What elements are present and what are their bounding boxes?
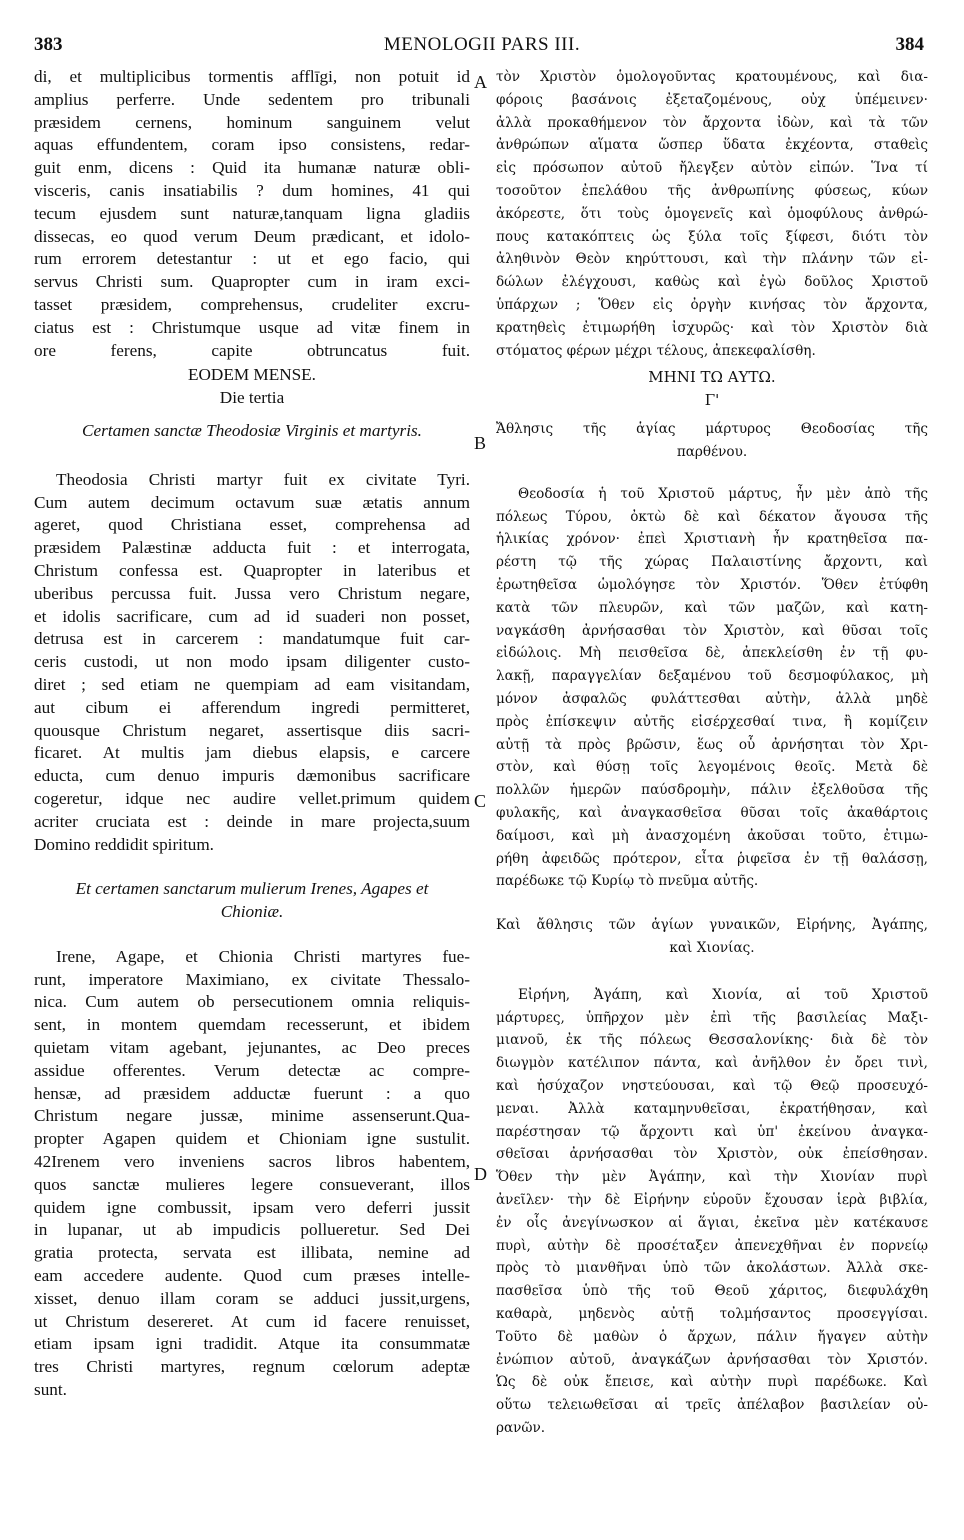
text-line: πρὸς τὸ μιανθῆναι ὑπὸ τῶν ἀκολάστων. Ἀλλὰ σκε- [496, 1260, 928, 1277]
text-line: πολλῶν ἡμερῶν παύσδρομὴν, πάλιν ἐξελθοῦσα τῆς [496, 782, 928, 799]
text-line: servus Christi sum. Quapropter cum in iram exci- [34, 272, 470, 292]
text-line: Ὅθεν τὴν μὲν Ἀγάπην, καὶ τὴν Χιονίαν πυρὶ [496, 1169, 928, 1186]
text-line: Ἄθλησις τῆς ἁγίας μάρτυρος Θεοδοσίας τῆς [496, 420, 928, 437]
text-line: tres Christi martyres, regnum cœlorum adeptæ [34, 1357, 470, 1377]
text-line: οὕτω τελειωθεῖσαι αἱ τρεῖς ἀπέλαβον βασιλείαν οὐ- [496, 1397, 928, 1414]
greek-column [496, 66, 928, 1440]
text-line: σθεῖσαι ἀρνήσασθαι τὸν Χριστὸν, οὐκ ἐπείσθησαν. [496, 1146, 928, 1163]
text-line: ciatus est : Christumque usque ad vitæ finem in [34, 317, 470, 337]
text-line: et idolis sacrificare, cum ad id suaderi non posset, [34, 606, 470, 626]
text-line: quietam vitam agebant, jejunantes, ac Deo preces [34, 1038, 470, 1058]
margin-letter-a: A [474, 72, 487, 92]
text-line: στὸν, καὶ θύσῃ τοῖς λεγομένοις θεοῖς. Μετὰ δὲ [496, 759, 928, 776]
text-line: Θεοδοσία ἡ τοῦ Χριστοῦ μάρτυς, ἦν μὲν ἀπὸ τῆς [518, 485, 928, 502]
text-line: καὶ ἡσύχαζον νηστεύουσαι, καὶ τῷ Θεῷ προσευχό- [496, 1078, 928, 1095]
text-line: ρανῶν. [496, 1420, 546, 1437]
text-line: ficaret. At multis jam diebus elapsis, e carcere [34, 743, 470, 763]
text-line: ἡλικίας χρόνον· ἐπεὶ Χριστιανὴ ἦν κρατηθεῖσα πα- [496, 531, 928, 548]
text-line: assidue offerentes. Verum detectæ ac compre- [34, 1060, 470, 1080]
text-line: Chioniæ. [220, 902, 284, 922]
text-line: λακῇ, παραγγελίαν δεξαμένου τοῦ δεσμοφύλακος, μὴ [496, 668, 928, 685]
text-line: ἐν οἷς ἀνεγίνωσκον αἱ ἅγιαι, ἐκεῖνα μὲν κατέκαυσε [496, 1214, 928, 1231]
greek-theodosia-heading [496, 420, 928, 461]
text-line: ἀκόρεστε, ὅτι τοὺς ὁμογενεῖς καὶ ὁμοφύλους ἀνθρώ- [496, 205, 928, 222]
text-line: κατὰ τῶν πλευρῶν, καὶ τῶν μαζῶν, καὶ κατη- [496, 599, 928, 616]
text-line: diret ; sed etiam ne quempiam ad eam visitandam, [34, 674, 470, 694]
text-line: εἰς πρόσωπον αὐτοῦ ἤλεγξεν αὐτὸν εἰπών. Ἵνα τί [496, 160, 928, 177]
latin-intro [34, 66, 470, 362]
text-line: ἐρωτηθεῖσα ὡμολόγησε τὸν Χριστόν. Ὅθεν ἐτύφθη [496, 576, 928, 593]
text-line: ἀληθινὸν Θεὸν κηρύττουσι, καὶ τὴν πλάνην τῶν εἰ- [496, 251, 928, 268]
text-line: Καὶ ἄθλησις τῶν ἁγίων γυναικῶν, Εἰρήνης, Ἀγάπης, [496, 917, 928, 934]
running-header [0, 32, 964, 62]
text-line: ναγκάσθη ἀρνήσασθαι τὸν Χριστὸν, καὶ θῦσαι τοῖς [496, 622, 928, 639]
latin-theodosia-heading: Certamen sanctæ Theodosiæ Virginis et martyris. [82, 420, 422, 440]
text-line: ἀλλὰ προκαθήμενον τὸν ἄρχοντα ἰδὼν, καὶ τὰ τῶν [496, 114, 928, 131]
text-line: ore ferens, capite obtruncatus fuit. [34, 340, 470, 360]
text-line: tecum ejusdem sunt naturæ,tanquam ligna gladiis [34, 203, 470, 223]
text-line: παρέστησαν τῷ ἄρχοντι καὶ ὑπ' ἐκείνου ἀναγκα- [496, 1123, 928, 1140]
text-line: Christum confessa est. Quapropter in lateribus et [34, 560, 470, 580]
greek-section-title: ΜΗΝΙ ΤΩ ΑΥΤΩ. [648, 368, 776, 387]
text-line: dissecas, eo quod verum Deum prædicant, et idolo- [34, 226, 470, 246]
text-line: quos sanctæ mulieres legere consueverant, illos [34, 1174, 470, 1194]
running-title: MENOLOGII PARS III. [383, 34, 581, 55]
greek-theodosia-body [496, 483, 928, 893]
text-line: xisset, denuo illam coram se adduci jussit,urgens, [34, 1288, 470, 1308]
text-line: gratia protecta, servata est illibata, nemine ad [34, 1243, 470, 1263]
page-number-left: 383 [34, 34, 63, 55]
latin-section-day: Die tertia [219, 388, 285, 408]
text-line: tasset præsidem, comprehensus, crudeliter excru- [34, 294, 470, 314]
text-line: aut cibum ei afferendum ingredi permitteret, [34, 697, 470, 717]
text-line: πρὸς ἐπίσκεψιν αὐτῆς εἰσέρχεσθαί τινα, ἢ κομίζειν [496, 713, 928, 730]
text-line: etiam ipsam igni tradidit. Atque ita consummatæ [34, 1334, 470, 1354]
text-line: sunt. [34, 1380, 67, 1400]
text-line: καθαρὰ, μηδενὸς αὐτῇ τολμήσαντος προσεγγίσαι. [496, 1306, 928, 1323]
text-line: Τοῦτο δὲ μαθὼν ὁ ἄρχων, πάλιν ἤγαγεν αὐτὴν [496, 1328, 928, 1345]
greek-section-day: Γ' [704, 391, 720, 410]
text-line: detrusa est in carcerem : mandatumque fuit car- [34, 629, 470, 649]
text-line: Εἰρήνη, Ἀγάπη, καὶ Χιονία, αἱ τοῦ Χριστοῦ [518, 986, 928, 1003]
text-line: ἀνθρώπων αἵματα ὥσπερ ὕδατα ἐκχέοντα, σταθεὶς [496, 137, 928, 154]
text-line: Theodosia Christi martyr fuit ex civitate Tyri. [56, 469, 470, 489]
text-line: 42Irenem vero inveniens sacros libros habentem, [34, 1152, 470, 1172]
text-line: φυλακῆς, καὶ ἀναγκασθεῖσα θῦσαι τοῖς ἀκαθάρτοις [496, 804, 928, 821]
text-line: μεναι. Ἀλλὰ καταμηνυθεῖσαι, ἐκρατήθησαν, καὶ [496, 1100, 928, 1117]
text-line: rum errorem detestantur : ut et ego facio, qui [34, 249, 470, 269]
text-line: hensæ, ad præsidem adductæ fuerunt : a quo [34, 1083, 470, 1103]
text-line: μιανοῦ, ἐκ τῆς πόλεως Θεσσαλονίκης· διὰ δὲ τὸν [496, 1032, 928, 1049]
latin-section-title: EODEM MENSE. [188, 365, 316, 385]
text-line: runt, imperatore Maximiano, ex civitate Thessalo- [34, 969, 470, 989]
text-line: παρέδωκε τῷ Κυρίῳ τὸ πνεῦμα αὐτῆς. [496, 873, 759, 890]
text-line: præsidem cernens, hominum sanguinem velut [34, 112, 470, 132]
text-line: uberibus percussa fuit. Jussa vero Christum negare, [34, 583, 470, 603]
text-line: quidem igne combussit, ipsam vero deferri jussit [34, 1197, 470, 1217]
text-line: τὸν Χριστὸν ὁμολογοῦντας κρατουμένους, καὶ δια- [496, 69, 928, 85]
margin-letter-d: D [474, 1164, 487, 1184]
text-line: δώλων ἐλέγχουσι, καθὼς καὶ ἐγὼ δοῦλος Χριστοῦ [496, 274, 928, 291]
text-line: visceris, canis insatiabilis ? dum homines, 41 qui [34, 180, 470, 200]
text-line: ἀνεῖλεν· τὴν δὲ Εἰρήνην εὑροῦν ἔχουσαν ἱερὰ βιβλία, [496, 1192, 928, 1209]
text-line: καὶ Χιονίας. [669, 939, 755, 956]
text-line: ageret, quod Christiana esset, comprehensa ad [34, 515, 470, 535]
text-line: di, et multiplicibus tormentis afflīgi, non potuit id [34, 67, 470, 86]
latin-column [34, 66, 470, 1402]
text-line: πους κατακόπτεις ὡς ξύλα τοῖς ξίφεσι, διότι τὸν [496, 228, 928, 245]
text-line: στόματος φέρων μέχρι τέλους, ἀπεκεφαλίσθη. [496, 342, 816, 359]
text-line: acriter cruciata est : deinde in mare projecta,suum [34, 811, 470, 831]
text-line: propter Agapen quidem et Chioniam igne sustulit. [34, 1129, 470, 1149]
text-line: δαίμοσι, καὶ μὴ ἀνασχομένη ἀκοῦσαι τοῦτο, ἐτιμω- [496, 827, 928, 844]
greek-intro [496, 66, 928, 362]
text-line: ρήθη ἀφειδῶς πρότερον, εἶτα ῥιφεῖσα ἐν τῇ θαλάσσῃ, [496, 850, 928, 867]
text-line: φόροις βασάνοις ἐξεταζομένους, οὐχ ὑπέμεινεν· [496, 91, 928, 108]
text-line: Domino reddidit spiritum. [34, 834, 214, 854]
latin-irene-heading [34, 878, 470, 924]
text-line: Cum autem decimum octavum suæ ætatis annum [34, 492, 470, 512]
text-line: πυρὶ, αὐτὴν δὲ προσέταξεν ἀπενεχθῆναι ἐν πορνείῳ [496, 1237, 928, 1254]
text-line: ὑπάρχων ; Ὅθεν εἰς ὀργὴν κινήσας τὸν ἄρχοντα, [496, 296, 928, 313]
text-line: παρθένου. [676, 443, 748, 460]
text-line: μάρτυρες, ὑπῆρχον μὲν ἐπὶ τῆς βασιλείας Μαξι- [496, 1009, 928, 1026]
text-line: Et certamen sanctarum mulierum Irenes, Agapes et [75, 879, 429, 899]
text-line: μόνον ἀσφαλῶς φυλάττεσθαι αὐτὴν, ἀλλὰ μηδὲ [496, 690, 928, 707]
text-line: ρέστη τῷ τῆς χώρας Παλαιστίνης ἄρχοντι, καὶ [496, 554, 928, 571]
text-line: sent, in montem quemdam recesserunt, et ibidem [34, 1015, 470, 1035]
margin-letter-c: C [474, 791, 487, 811]
margin-letter-b: B [474, 433, 487, 453]
text-line: εἰδώλοις. Μὴ πεισθεῖσα δὲ, ἀπεκλείσθη ἐν τῇ φυ- [496, 645, 928, 662]
text-line: Irene, Agape, et Chionia Christi martyres fue- [56, 946, 470, 966]
text-line: educta, cum denuo impuris dæmonibus sacrificare [34, 766, 470, 786]
text-line: cogeretur, idque nec audire vellet.primum quidem [34, 788, 470, 808]
greek-irene-body [496, 984, 928, 1440]
text-line: πόλεως Τύρου, ὀκτὼ δὲ καὶ δέκατον ἄγουσα τῆς [496, 508, 928, 525]
text-line: ceris custodi, ut non modo ipsam diligenter custo- [34, 652, 470, 672]
text-line: nica. Cum autem ob persecutionem omnia reliquis- [34, 992, 470, 1012]
latin-theodosia-body [34, 469, 470, 857]
text-line: præsidem Palæstinæ adducta fuit : et interrogata, [34, 538, 470, 558]
text-line: τοσοῦτον ἐπελάθου τῆς ἀνθρωπίνης φύσεως, κύων [496, 182, 928, 199]
text-line: διωγμὸν κατέλιπον πάντα, καὶ ἀνῆλθον ἐν ὄρει τινὶ, [496, 1055, 928, 1072]
text-line: αὐτῇ τὰ πρὸς βρῶσιν, ἕως οὗ ἀρνήσηται τὸν Χρι- [496, 736, 928, 753]
text-line: κρατηθεὶς ἐτιμωρήθη ἰσχυρῶς· καὶ τὸν Χριστὸν διὰ [496, 319, 928, 336]
text-line: guit enm, dicens : Quid ita humanæ naturæ obli- [34, 158, 470, 178]
text-line: in lupanar, ut ab impudicis pollueretur. Sed Dei [34, 1220, 470, 1240]
text-line: ἐνώπιον αὐτοῦ, ἀναγκάζων ἀρνήσασθαι τὸν Χριστόν. [496, 1351, 928, 1368]
text-line: Ὡς δὲ οὐκ ἔπεισε, καὶ αὐτὴν πυρὶ παρέδωκε. Καὶ [496, 1374, 928, 1391]
text-line: quousque Christum negaret, assertisque diis sacri- [34, 720, 470, 740]
text-line: amplius perferre. Unde sedentem pro tribunali [34, 89, 470, 109]
text-line: eam accedere audente. Quod cum præses intelle- [34, 1266, 470, 1286]
latin-irene-body [34, 946, 470, 1402]
text-line: πασθεῖσα ὑπὸ τῆς τοῦ Θεοῦ χάριτος, διεφυλάχθη [496, 1283, 928, 1300]
text-line: Christum negare jussæ, minime assenserunt.Qua- [34, 1106, 470, 1126]
text-line: aquas effundentem, coram ipso consistens, redar- [34, 135, 470, 155]
text-line: ut Christum desereret. At cum id facere renuisset, [34, 1311, 470, 1331]
greek-irene-heading [496, 915, 928, 958]
page-number-right: 384 [895, 34, 924, 55]
